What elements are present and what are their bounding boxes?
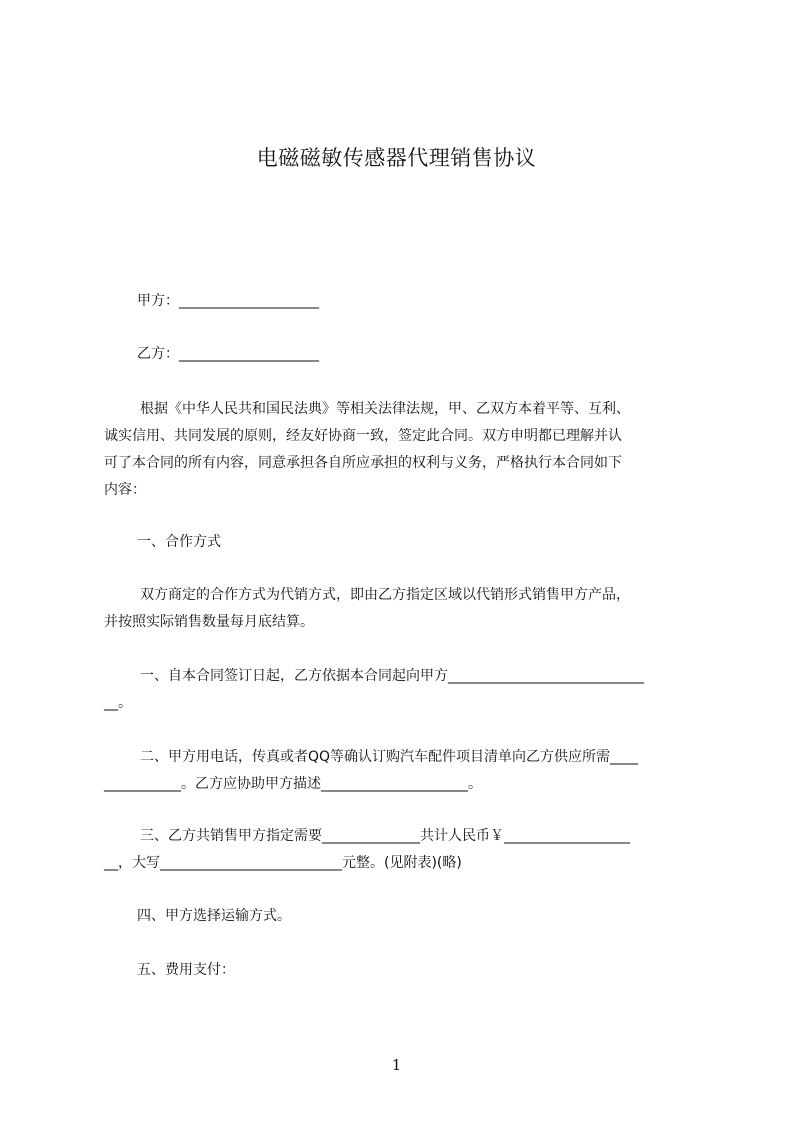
cooperation-line-1: 双方商定的合作方式为代销方式，即由乙方指定区域以代销形式销售甲方产品， bbox=[140, 587, 630, 603]
clause-2-line-1: 二、甲方用电话，传真或者QQ等确认订购汽车配件项目清单向乙方供应所需____ bbox=[140, 749, 639, 765]
page-number: 1 bbox=[391, 1056, 402, 1074]
party-b-line: 乙方：____________________ bbox=[137, 346, 319, 362]
document-title: 电磁磁敏传感器代理销售协议 bbox=[256, 146, 537, 170]
clause-4-line: 四、甲方选择运输方式。 bbox=[137, 908, 291, 924]
clause-5-line: 五、费用支付： bbox=[137, 962, 235, 978]
preamble-line-1: 根据《中华人民共和国民法典》等相关法律法规，甲、乙双方本着平等、互利、 bbox=[140, 401, 630, 417]
clause-1-line-1: 一、自本合同签订日起，乙方依据本合同起向甲方____________________________ bbox=[140, 668, 644, 684]
clause-3-line-1: 三、乙方共销售甲方指定需要______________共计人民币￥__________________ bbox=[140, 828, 630, 844]
party-a-line: 甲方：____________________ bbox=[137, 293, 319, 309]
clause-3-line-2: __，大写__________________________元整。(见附表)(略) bbox=[104, 855, 462, 871]
clause-2-line-2: ___________。乙方应协助甲方描述_____________________。 bbox=[104, 776, 482, 792]
preamble-line-3: 可了本合同的所有内容，同意承担各自所应承担的权利与义务，严格执行本合同如下 bbox=[104, 455, 622, 471]
section-heading-cooperation: 一、合作方式 bbox=[137, 534, 221, 550]
clause-1-line-2: __。 bbox=[104, 695, 132, 711]
cooperation-line-2: 并按照实际销售数量每月底结算。 bbox=[104, 614, 314, 630]
preamble-line-4: 内容： bbox=[104, 482, 146, 498]
preamble-line-2: 诚实信用、共同发展的原则，经友好协商一致，签定此合同。双方申明都已理解并认 bbox=[104, 428, 622, 444]
